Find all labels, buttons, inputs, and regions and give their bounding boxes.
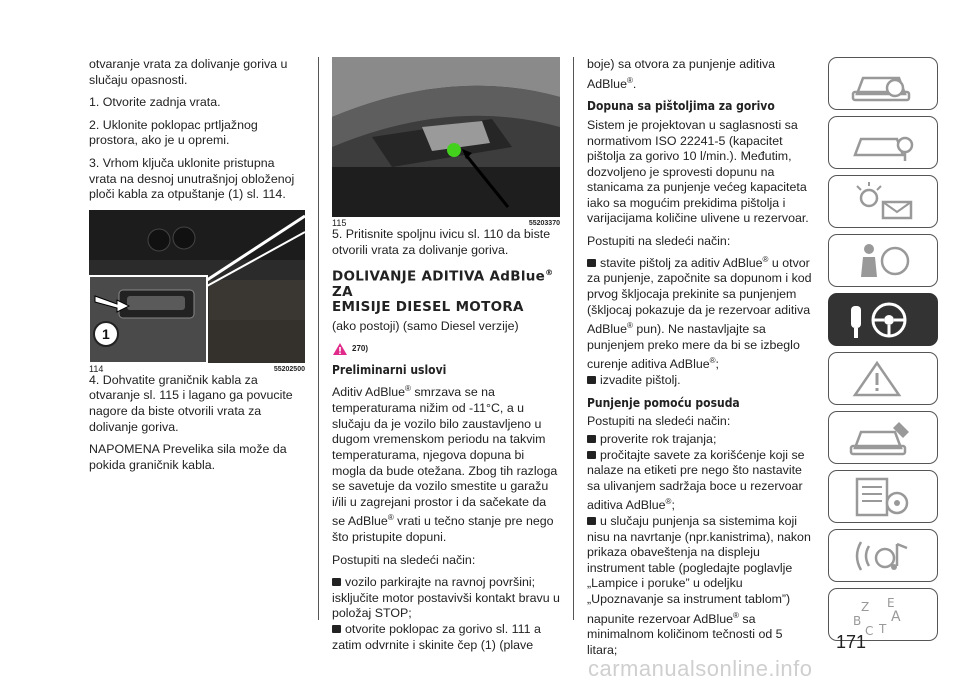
registered-mark: ® — [626, 321, 633, 331]
note: NAPOMENA Prevelika sila može da pokida graničnik kabla. — [89, 442, 287, 472]
svg-text:Z: Z — [861, 600, 870, 614]
tab-dashboard[interactable] — [828, 57, 938, 110]
warning-lights-icon — [847, 182, 921, 222]
text: smrzava se na temperaturama nižim od -11°C, a u slučaju da je vozilo bilo zaustavljeno u dugom vremenskom periodu na takvim temperaturama, njegova dopuna bi mogla da bude otežana. Zbog tih razloga se savetuje da vozilo smestite u garažu i/ili u zagrejani prostor i da sačekate da se AdBlue — [332, 385, 558, 529]
maintenance-car-icon — [847, 418, 921, 458]
tab-maintenance[interactable] — [828, 411, 938, 464]
bullet-text: stavite pištolj za aditiv AdBlue — [600, 255, 763, 270]
callout-1: 1 — [102, 325, 110, 342]
tab-safety[interactable] — [828, 234, 938, 287]
continued-text — [587, 57, 815, 92]
tab-technical-data[interactable] — [828, 470, 938, 523]
watermark: carmanualsonline.info — [588, 656, 813, 681]
bullet-text: vozilo parkirajte na ravnoj površini; isključite motor postavivši kontakt bravu u položaj STOP; — [332, 575, 560, 621]
trunk-photo-image — [89, 210, 305, 363]
tab-keys[interactable] — [828, 116, 938, 169]
procedure-intro: Postupiti na sledeći način: — [332, 552, 476, 567]
bullet-text: sa minimalnom količinom tečnosti od 5 litara; — [587, 611, 783, 657]
bullet-text: ; — [715, 357, 719, 372]
svg-text:A: A — [891, 609, 901, 625]
bullet-text: u otvor za punjenje, započnite sa dopunom i kod prvog škljocaja prekinite sa punjenjem (škljocaj pokazuje da je rezervoar aditiva AdBlue — [587, 255, 812, 337]
figure-number: 114 — [89, 363, 104, 374]
registered-mark: ® — [709, 356, 716, 366]
bullet-text: pročitajte savete za korišćenje koji se nalaze na etiketi pre nego što nastavite sa ulivanjem sadržaja boce u rezervoar aditiva AdBlue — [587, 447, 805, 513]
figure-115-photo — [332, 57, 560, 217]
availability-note: (ako postoji) (samo Diesel verzije) — [332, 318, 519, 333]
registered-mark: ® — [387, 513, 394, 523]
column-divider-right — [573, 57, 574, 620]
column-divider-left — [318, 57, 319, 620]
registered-mark: ® — [762, 254, 769, 264]
steering-wheel-key-icon — [847, 300, 921, 340]
bullet-icon — [587, 435, 596, 443]
subheading-preconditions: Preliminarni uslovi — [332, 362, 447, 377]
bullet-text: otvorite poklopac za gorivo sl. 111 a zatim odvrnite i skinite čep (1) (plave — [332, 622, 541, 652]
bullet-icon — [587, 517, 596, 525]
step-3: 3. Vrhom ključa uklonite pristupna vrata na desnoj unutrašnjoj obloženoj ploči kabla za otpuštanje (1) sl. 114. — [89, 155, 295, 202]
tab-starting-driving[interactable] — [828, 293, 938, 346]
bullet-icon — [587, 451, 596, 459]
figure-number: 115 — [332, 218, 347, 228]
bullet-item — [587, 514, 815, 658]
index-letters-icon — [847, 595, 921, 635]
bullet-icon — [332, 578, 341, 586]
airbag-safety-icon — [847, 241, 921, 281]
procedure-intro: Postupiti na sledeći način: — [587, 414, 731, 429]
technical-data-icon — [847, 477, 921, 517]
registered-mark: ® — [665, 497, 672, 507]
paragraph: otvaranje vrata za dolivanje goriva u slučaju opasnosti. — [89, 57, 288, 87]
section-heading — [332, 265, 560, 315]
figure-code: 55202500 — [273, 365, 305, 373]
warning-reference — [332, 341, 560, 357]
svg-text:C: C — [865, 624, 874, 635]
bullet-item — [587, 252, 815, 374]
bullet-text: proverite rok trajanja; — [600, 431, 717, 446]
tab-warning-lights[interactable] — [828, 175, 938, 228]
step-1: 1. Otvorite zadnja vrata. — [89, 95, 221, 110]
car-keys-icon — [847, 123, 921, 163]
subheading-containers: Punjenje pomoću posuda — [587, 395, 740, 410]
bullet-item — [332, 622, 560, 653]
svg-text:E: E — [887, 596, 895, 610]
paragraph: Sistem je projektovan u saglasnosti sa normativom ISO 22241-5 (kapacitet pištolja za gorivo 10 l/min.). Međutim, dozvoljeno je sprovesti dopunu na stanicama za punjenje većeg kapaciteta iako sa mogućim prekidima pištolja i varijacijama količine ulivene u rezervoar. — [587, 117, 809, 226]
bullet-item — [587, 448, 815, 515]
bullet-icon — [587, 376, 596, 384]
preconditions-text — [332, 381, 560, 545]
registered-mark: ® — [733, 610, 739, 620]
figure-code: 55203370 — [528, 220, 560, 227]
registered-mark: ® — [545, 268, 554, 278]
bullet-icon — [587, 259, 596, 267]
procedure-intro: Postupiti na sledeći način: — [587, 234, 731, 249]
text: . — [632, 76, 637, 91]
heading-line-2: EMISIJE DIESEL MOTORA — [332, 298, 524, 315]
tab-emergency[interactable] — [828, 352, 938, 405]
column-2 — [332, 57, 560, 660]
svg-text:B: B — [853, 614, 862, 628]
bullet-item — [332, 575, 560, 622]
bullet-text: pun). Ne nastavljajte sa punjenjem preko mere da bi se izbeglo curenje aditiva AdBlue — [587, 322, 800, 372]
bullet-item — [587, 373, 815, 389]
registered-mark: ® — [405, 384, 411, 394]
registered-mark: ® — [626, 75, 633, 85]
column-3 — [587, 57, 815, 666]
text: Aditiv AdBlue — [332, 385, 406, 400]
svg-text:T: T — [879, 622, 887, 635]
tab-multimedia[interactable] — [828, 529, 938, 582]
text: vrati u tečno stanje pre nego što pristupite dopuni. — [332, 514, 554, 545]
bullet-text: ; — [671, 498, 675, 513]
step-2: 2. Uklonite poklopac prtljažnog prostora, ako je u opremi. — [89, 117, 258, 148]
warning-ref-text: 270) — [352, 344, 369, 354]
multimedia-icon — [847, 536, 921, 576]
figure-114-photo — [89, 210, 305, 363]
car-dashboard-icon — [847, 64, 921, 104]
bullet-text: izvadite pištolj. — [600, 373, 681, 388]
step-4: 4. Dohvatite graničnik kabla za otvaranje sl. 115 i lagano ga povucite nagore da biste otvorili vrata za dolivanje goriva. — [89, 372, 293, 434]
step-5: 5. Pritisnite spoljnu ivicu sl. 110 da biste otvorili vrata za dolivanje goriva. — [332, 227, 551, 257]
heading-line-1: DOLIVANJE ADITIVA AdBlue — [332, 268, 546, 285]
bullet-icon — [332, 625, 341, 633]
text: boje) sa otvora za punjenje aditiva AdBlue — [587, 57, 776, 91]
emergency-triangle-icon — [847, 359, 921, 399]
subheading-fuel-nozzle: Dopuna sa pištoljima za gorivo — [587, 99, 775, 114]
bullet-item — [587, 432, 815, 448]
chapter-tabs — [828, 57, 938, 647]
bullet-text: u slučaju punjenja sa sistemima koji nisu na navrtanje (npr.kanistrima), nakon prikaza obaveštenja na displeju instrument table (pogledajte poglavlje „Lampice i poruke” u odeljku „Upoznavanje sa instrument tablom”) napunite rezervoar AdBlue — [587, 514, 811, 626]
fuel-door-photo-image — [332, 57, 560, 217]
page-number: 171 — [836, 632, 867, 652]
column-1 — [89, 57, 305, 480]
heading-line-1-end: ZA — [332, 283, 353, 300]
warning-triangle-icon — [332, 342, 348, 356]
